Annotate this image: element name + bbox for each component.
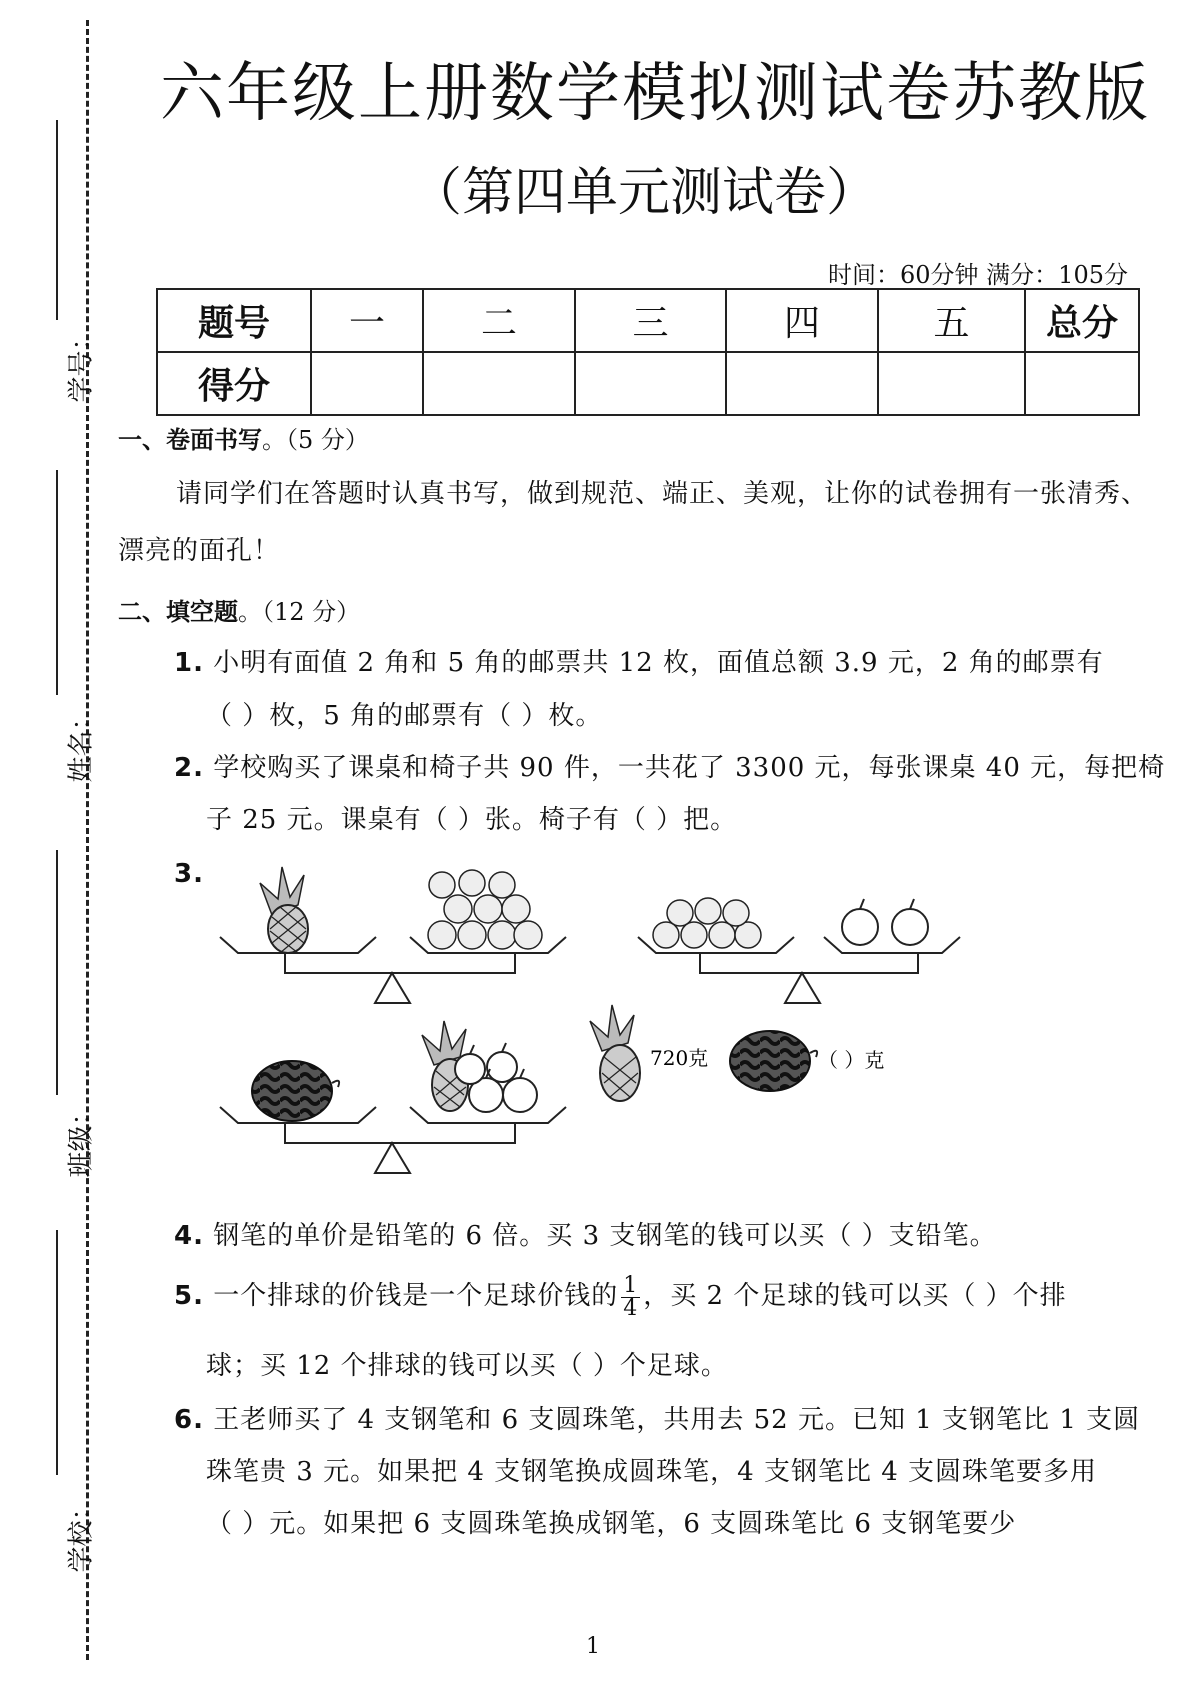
question-6-line-3[interactable]: （ ）元。如果把 6 支圆珠笔换成钢笔，6 支圆珠笔比 6 支钢笔要少	[206, 1509, 1017, 1539]
question-5[interactable]: 5. 一个排球的价钱是一个足球价钱的 $\frac{1}{4}$ ，买 2 个足球的钱可以买（ ）个排	[174, 1272, 1067, 1321]
weight-label: 720克	[650, 1046, 709, 1070]
apple-icon	[842, 899, 928, 945]
table-header-cell: 四	[726, 289, 878, 352]
section-1-heading: 一、卷面书写。（5 分）	[118, 426, 369, 454]
name-field[interactable]: 姓名：	[18, 470, 88, 800]
apple-icon	[455, 1043, 537, 1112]
question-5-line-2[interactable]: 球；买 12 个排球的钱可以买（ ）个足球。	[206, 1351, 728, 1381]
score-input-cell[interactable]	[311, 352, 423, 415]
binding-margin	[0, 0, 100, 1682]
question-6-line-2: 珠笔贵 3 元。如果把 4 支钢笔换成圆珠笔，4 支钢笔比 4 支圆珠笔要多用	[206, 1457, 1098, 1487]
question-4[interactable]: 4. 钢笔的单价是铅笔的 6 倍。买 3 支钢笔的钱可以买（ ）支铅笔。	[174, 1221, 997, 1251]
pineapple-icon	[590, 1005, 640, 1101]
score-input-cell[interactable]	[726, 352, 878, 415]
watermelon-icon	[252, 1061, 339, 1121]
student-id-field[interactable]: 学号：	[18, 120, 88, 400]
question-3-number: 3.	[174, 859, 204, 889]
scale-1	[220, 867, 566, 1003]
table-header-cell: 二	[423, 289, 575, 352]
answer-blank[interactable]: （ ）克	[818, 1048, 885, 1072]
score-row-label: 得分	[157, 352, 311, 415]
page-number: 1	[586, 1634, 600, 1659]
balance-scales-figure	[200, 855, 1000, 1205]
table-header-cell: 三	[575, 289, 726, 352]
table-header-cell: 题号	[157, 289, 311, 352]
question-2: 2. 学校购买了课桌和椅子共 90 件，一共花了 3300 元，每张课桌 40 元，每把椅	[174, 753, 1166, 783]
score-input-cell[interactable]	[423, 352, 575, 415]
scale-3	[220, 1021, 566, 1173]
score-input-cell[interactable]	[575, 352, 726, 415]
score-table-score-row	[157, 352, 1139, 415]
page-title: 六年级上册数学模拟测试卷苏教版	[160, 57, 1150, 131]
scale-2	[638, 898, 960, 1003]
table-header-cell: 五	[878, 289, 1025, 352]
table-header-cell: 一	[311, 289, 423, 352]
time-score-info: 时间：60分钟 满分：105分	[828, 261, 1128, 289]
peach-icon	[428, 870, 542, 949]
watermelon-icon	[730, 1031, 817, 1091]
school-field[interactable]: 学校：	[18, 1230, 88, 1570]
section-1-text-line: 请同学们在答题时认真书写，做到规范、端正、美观，让你的试卷拥有一张清秀、	[176, 479, 1149, 509]
question-2-line-2[interactable]: 子 25 元。课桌有（ ）张。椅子有（ ）把。	[206, 805, 738, 835]
section-1-text-line: 漂亮的面孔！	[118, 536, 281, 566]
peach-icon	[653, 898, 761, 948]
score-input-cell[interactable]	[1025, 352, 1139, 415]
pineapple-icon	[260, 867, 308, 953]
class-field[interactable]: 班级：	[18, 850, 88, 1180]
question-1: 1. 小明有面值 2 角和 5 角的邮票共 12 枚，面值总额 3.9 元，2 角的邮票有	[174, 648, 1104, 678]
score-table	[156, 288, 1140, 416]
table-header-cell: 总分	[1025, 289, 1139, 352]
section-2-heading: 二、填空题。（12 分）	[118, 598, 361, 626]
page-subtitle: （第四单元测试卷）	[410, 163, 879, 223]
score-table-header-row	[157, 289, 1139, 352]
question-1-line-2[interactable]: （ ）枚，5 角的邮票有（ ）枚。	[206, 701, 603, 731]
fraction: $\frac{1}{4}$	[623, 1272, 639, 1321]
score-input-cell[interactable]	[878, 352, 1025, 415]
question-6: 6. 王老师买了 4 支钢笔和 6 支圆珠笔，共用去 52 元。已知 1 支钢笔比 1 支圆	[174, 1405, 1141, 1435]
